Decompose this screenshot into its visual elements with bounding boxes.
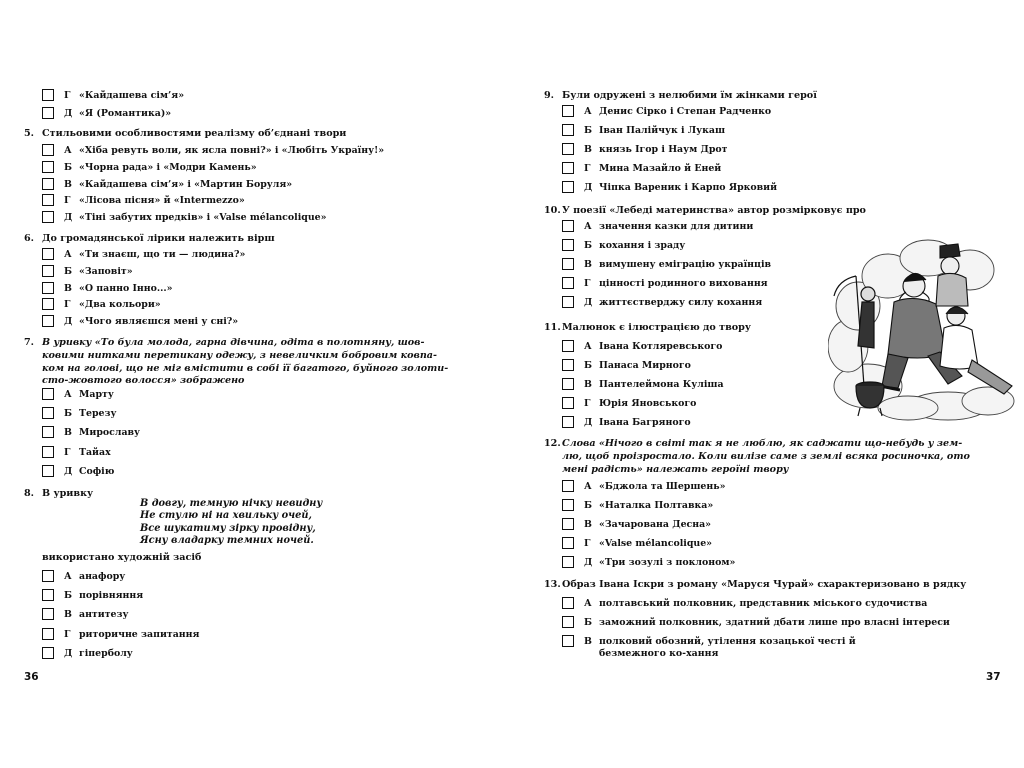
answer-letter: А [584,221,592,232]
answer-checkbox[interactable] [42,248,54,260]
answer-letter: А [64,571,72,582]
answer-checkbox[interactable] [562,296,574,308]
page-number-right: 37 [986,671,1001,683]
answer-text: «Заповіт» [79,265,133,277]
answer-option [42,298,482,313]
answer-checkbox[interactable] [562,518,574,530]
answer-letter: Д [64,647,73,659]
answer-letter: В [584,259,592,270]
answer-letter: Б [584,125,593,136]
answer-letter: Д [64,316,73,328]
answer-letter: Д [64,108,73,119]
answer-letter: Д [64,465,73,477]
answer-checkbox[interactable] [42,407,54,419]
answer-checkbox[interactable] [562,616,574,628]
answer-letter: Г [64,90,71,101]
answer-option [42,161,482,176]
answer-letter: А [584,598,592,609]
answer-text: Пантелеймона Куліша [599,379,724,390]
answer-option [562,105,1002,120]
answer-option [562,239,822,254]
question-text-line: Слова «Нічого в світі так я не люблю, як саджати що-небудь у зем- [562,438,963,449]
poem-line: Все шукатиму зірку провідну, [140,522,316,534]
answer-letter: Б [64,590,73,602]
answer-checkbox[interactable] [42,426,54,438]
question-text: У поезії «Лебеді материнства» автор розмірковує про [562,205,866,216]
answer-text: «Тіні забутих предків» і «Valse mélancolique» [79,212,327,224]
answer-letter: В [584,519,592,530]
answer-option [562,359,822,374]
answer-option [42,407,482,422]
answer-checkbox[interactable] [42,282,54,294]
answer-text: кохання і зраду [599,240,686,251]
answer-option [562,378,822,393]
answer-text: Мирославу [79,427,141,439]
answer-checkbox[interactable] [42,89,54,101]
answer-option [562,635,962,659]
answer-option [562,416,822,431]
answer-checkbox[interactable] [562,105,574,117]
answer-text: вимушену еміграцію українців [599,259,772,270]
answer-text: Чіпка Вареник і Карпо Ярковий [599,182,778,193]
answer-checkbox[interactable] [42,388,54,400]
question-text-line: лю, щоб проізростало. Коли вилізе саме з землі всяка росиночка, ото [562,450,970,462]
answer-option [562,499,1002,514]
answer-option [42,248,482,263]
answer-option [562,340,822,355]
question-number: 9. [544,90,555,101]
answer-text: «Лісова пісня» й «Intermezzo» [79,195,245,207]
answer-option [42,608,482,623]
answer-text: «Valse mélancolique» [599,538,713,549]
answer-text: «Бджола та Шершень» [599,481,726,492]
answer-option [42,589,482,604]
answer-text: значення казки для дитини [599,221,754,232]
answer-text: Тайах [79,446,111,458]
answer-option [562,258,822,273]
answer-checkbox[interactable] [562,416,574,428]
answer-text: «О панно Інно...» [79,282,173,294]
answer-letter: Б [584,360,593,371]
answer-checkbox[interactable] [562,277,574,289]
answer-option [562,480,1002,495]
answer-option [42,647,482,662]
answer-letter: Б [584,617,593,628]
answer-option [562,616,962,631]
answer-text: Терезу [79,408,117,420]
answer-letter: Б [584,240,593,251]
answer-checkbox[interactable] [562,239,574,251]
answer-letter: В [584,636,592,647]
question-number: 11. [544,322,561,333]
answer-option [562,220,822,235]
answer-letter: Д [584,417,593,428]
answer-checkbox[interactable] [562,162,574,174]
answer-option [562,397,822,412]
answer-option [42,194,482,209]
answer-checkbox[interactable] [42,465,54,477]
answer-letter: Г [64,628,71,640]
answer-checkbox[interactable] [562,499,574,511]
answer-letter: Д [584,182,593,193]
answer-letter: В [64,609,72,621]
question-text-line: сто-жовтого волосся» зображено [42,375,245,387]
answer-checkbox[interactable] [42,315,54,327]
answer-text: полковий обозний, утілення козацької честі й безмежного ко-хання [599,636,856,659]
answer-checkbox[interactable] [42,161,54,173]
answer-option [562,296,822,311]
answer-text: «Хіба ревуть воли, як ясла повні?» і «Любіть Україну!» [79,145,385,156]
answer-checkbox[interactable] [42,265,54,277]
answer-option [42,107,482,122]
answer-letter: Д [584,297,593,308]
answer-letter: Г [584,538,591,549]
answer-option [562,556,1002,571]
answer-letter: А [64,249,72,260]
answer-checkbox[interactable] [562,340,574,352]
answer-option [42,388,482,403]
answer-option [42,89,482,104]
answer-option [42,426,482,441]
answer-option [42,265,482,280]
question-text-line: ковими нитками перетикану одежу, з невеличким бобровим ковпа- [42,349,437,361]
question-number: 7. [24,337,35,348]
answer-letter: В [584,379,592,390]
answer-option [562,143,1002,158]
answer-letter: Г [64,299,71,311]
question-number: 10. [544,205,561,216]
answer-text: «Кайдашева сім’я» [79,90,185,101]
question-number: 13. [544,579,561,590]
answer-checkbox[interactable] [42,107,54,119]
answer-text: «Кайдашева сім’я» і «Мартин Боруля» [79,178,293,190]
answer-letter: Г [64,195,71,207]
answer-letter: А [64,145,72,156]
answer-text: «Чорна рада» і «Модри Камень» [79,161,257,173]
answer-option [562,597,962,612]
answer-text: Іван Палійчук і Лукаш [599,125,726,136]
answer-letter: Б [64,408,73,420]
answer-checkbox[interactable] [562,480,574,492]
answer-text: антитезу [79,609,129,621]
question-continuation: використано художній засіб [42,552,202,563]
answer-text: Івана Багряного [599,417,691,428]
answer-option [562,518,1002,533]
answer-letter: А [584,481,592,492]
question-number: 5. [24,128,35,139]
answer-option [42,315,482,330]
answer-checkbox[interactable] [562,378,574,390]
answer-checkbox[interactable] [562,258,574,270]
answer-text: Софію [79,465,115,477]
answer-letter: В [64,427,72,439]
answer-checkbox[interactable] [562,537,574,549]
answer-letter: Г [584,163,591,174]
answer-checkbox[interactable] [562,220,574,232]
question-text: Стильовими особливостями реалізму об’єднані твори [42,128,347,139]
answer-text: життєстверджу силу кохання [599,297,763,308]
answer-option [42,178,482,193]
answer-option [562,181,1002,196]
answer-checkbox[interactable] [562,635,574,647]
answer-letter: Б [64,161,73,173]
answer-checkbox[interactable] [42,628,54,640]
answer-checkbox[interactable] [42,194,54,206]
answer-checkbox[interactable] [42,211,54,223]
answer-letter: Д [64,212,73,224]
answer-option [42,446,482,461]
answer-option [42,282,482,297]
question-text: Були одружені з нелюбими їм жінками герої [562,90,817,101]
answer-option [562,124,1002,139]
answer-letter: А [584,341,592,352]
answer-letter: Б [64,265,73,277]
answer-checkbox[interactable] [562,597,574,609]
answer-option [42,144,482,159]
question-text: Малюнок є ілюстрацією до твору [562,322,752,333]
answer-checkbox[interactable] [42,298,54,310]
answer-checkbox[interactable] [42,570,54,582]
answer-text: Денис Сірко і Степан Радченко [599,106,772,117]
answer-checkbox[interactable] [42,446,54,458]
answer-text: «Зачарована Десна» [599,519,712,530]
question-text: Образ Івана Іскри з роману «Маруся Чурай» схарактеризовано в рядку [562,579,967,590]
answer-checkbox[interactable] [42,178,54,190]
question-number: 6. [24,233,35,244]
answer-letter: А [584,106,592,117]
answer-checkbox[interactable] [562,181,574,193]
answer-text: анафору [79,571,126,582]
page-number-left: 36 [24,671,39,683]
poem-line: Не стулю ні на хвильку очей, [140,510,312,522]
answer-checkbox[interactable] [42,647,54,659]
question-number: 12. [544,438,561,449]
answer-letter: Г [64,446,71,458]
answer-option [42,211,482,226]
answer-text: цінності родинного виховання [599,278,768,289]
answer-text: Юрія Яновського [599,398,697,409]
answer-option [42,628,482,643]
answer-text: полтавський полковник, представник міського судочиства [599,598,928,609]
answer-text: гіперболу [79,647,133,659]
answer-letter: А [64,389,72,400]
answer-letter: Б [584,500,593,511]
answer-text: «Три зозулі з поклоном» [599,557,736,568]
answer-text: «Чого являєшся мені у сні?» [79,316,239,328]
poem-line: Ясну владарку темних ночей. [140,535,314,547]
answer-text: риторичне запитання [79,628,200,640]
answer-checkbox[interactable] [562,124,574,136]
question-number: 8. [24,488,35,499]
answer-checkbox[interactable] [42,589,54,601]
answer-text: «Ти знаєш, що ти — людина?» [79,249,246,260]
question-text: В уривку [42,488,94,499]
illustration-cossacks-image [828,236,1020,424]
question-text: До громадянської лірики належить вірш [42,233,275,244]
answer-text: порівняння [79,590,144,602]
answer-option [42,465,482,480]
question-text-line: мені радість» належать героїні твору [562,463,789,475]
answer-text: «Я (Романтика)» [79,108,172,119]
answer-text: Мина Мазайло й Еней [599,163,722,174]
answer-checkbox[interactable] [562,143,574,155]
right-page [512,0,1024,768]
answer-letter: В [584,144,592,155]
answer-text: Марту [79,389,114,400]
question-text-line: В уривку «То була молода, гарна дівчина, одіта в полотняну, шов- [42,337,425,348]
answer-checkbox[interactable] [42,144,54,156]
question-text-line: ком на голові, що не міг вмістити в собі її багатого, буйного золоти- [42,362,449,374]
answer-checkbox[interactable] [562,397,574,409]
answer-text: князь Ігор і Наум Дрот [599,144,728,155]
answer-text: Івана Котляревського [599,341,723,352]
answer-text: «Два кольори» [79,299,161,311]
answer-option [42,570,482,585]
answer-letter: Д [584,557,593,568]
answer-option [562,277,822,292]
answer-letter: В [64,178,72,190]
answer-checkbox[interactable] [562,359,574,371]
answer-text: заможний полковник, здатний дбати лише про власні інтереси [599,617,950,628]
answer-letter: В [64,282,72,294]
answer-checkbox[interactable] [42,608,54,620]
answer-letter: Г [584,398,591,409]
answer-letter: Г [584,278,591,289]
answer-option [562,537,1002,552]
poem-line: В довгу, темную нічку невидну [140,498,323,509]
answer-checkbox[interactable] [562,556,574,568]
answer-option [562,162,1002,177]
answer-text: Панаса Мирного [599,360,691,371]
answer-text: «Наталка Полтавка» [599,500,714,511]
